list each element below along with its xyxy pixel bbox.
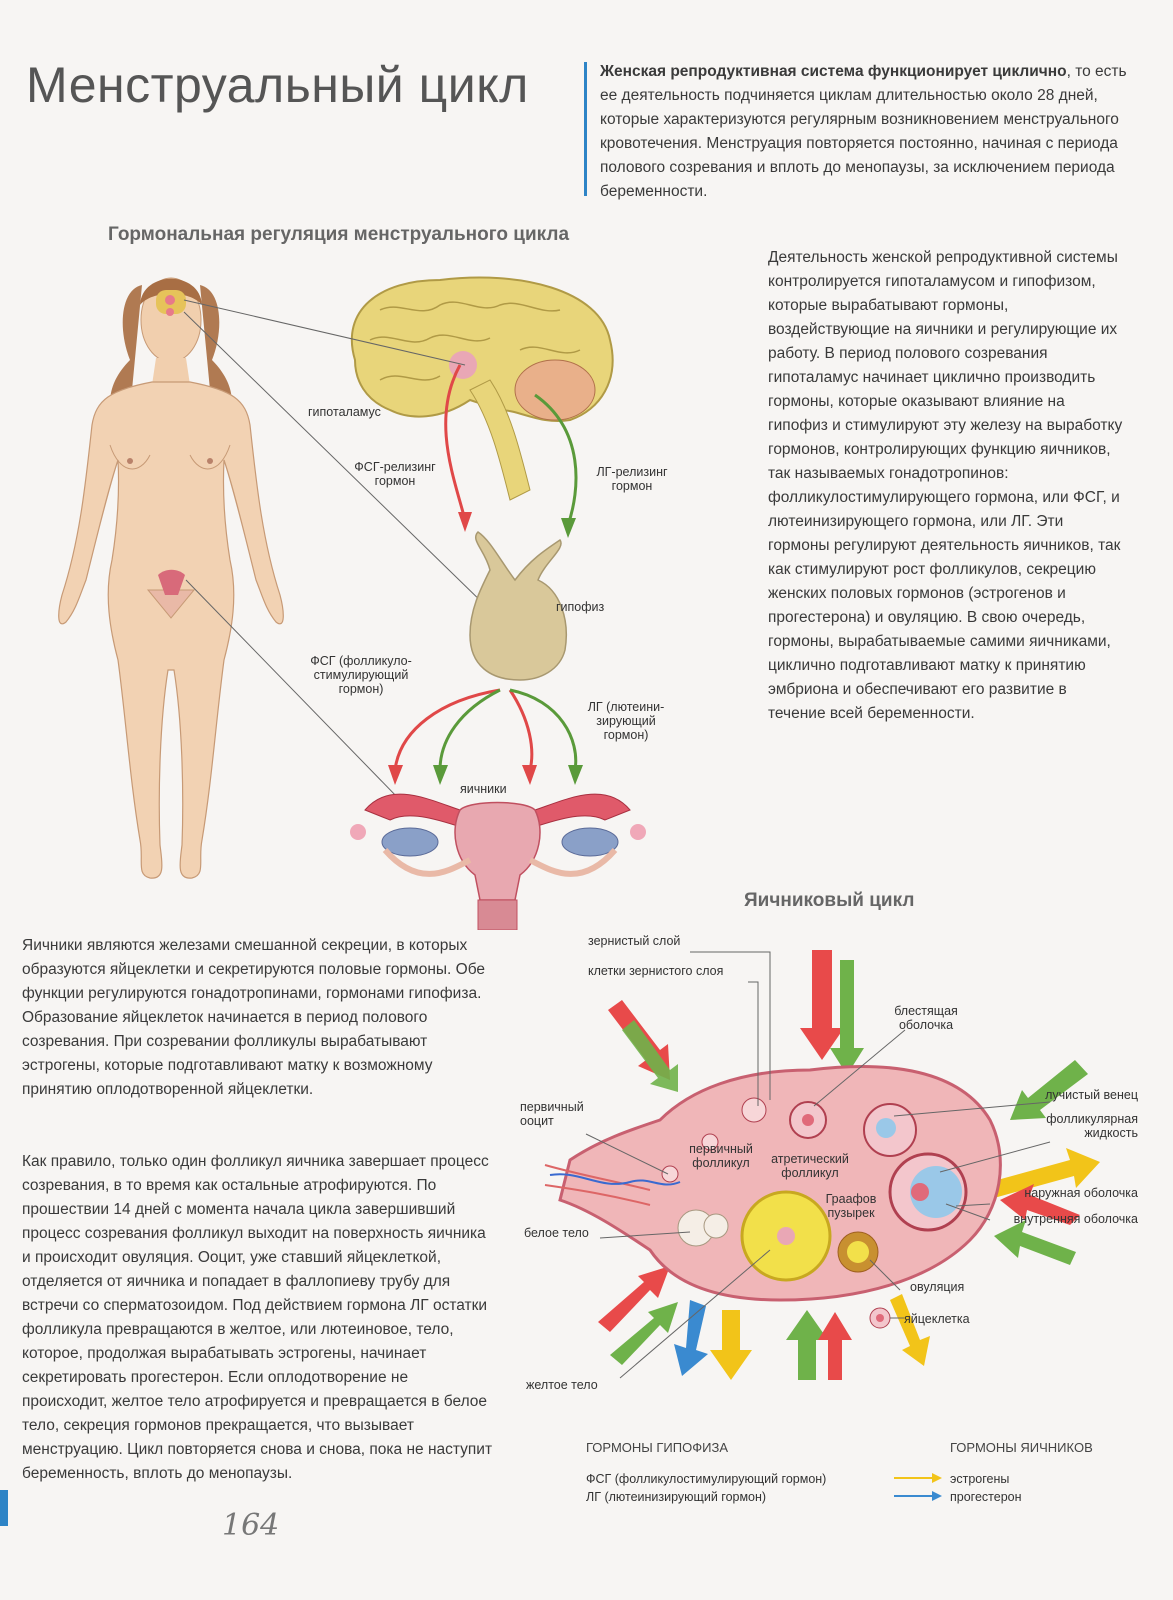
hormonal-illustration — [0, 250, 760, 930]
intro-rest: , то есть ее деятельность подчиняется циклам длительностью около 28 дней, которые характеризуются регулярным возникновением менструального кровотечения. Менструация повторяется постоянно, начиная с периода полового созревания и вплоть до менопаузы, за исключением периода беременности. — [600, 63, 1127, 200]
page-title: Менструальный цикл — [26, 57, 529, 113]
label-lh: ЛГ (лютеини-зирующий гормон) — [587, 700, 665, 742]
label-graafian-follicle: Граафов пузырек — [825, 1192, 877, 1220]
pituitary-illustration — [470, 532, 566, 680]
label-corona-radiata: лучистый венец — [1045, 1088, 1138, 1102]
hormonal-heading: Гормональная регуляция менструального цикла — [108, 224, 570, 245]
ovarian-heading: Яичниковый цикл — [744, 890, 915, 911]
label-pituitary: гипофиз — [556, 600, 605, 614]
label-granulosa-cells: клетки зернистого слоя — [588, 964, 724, 978]
intro-bold: Женская репродуктивная система функционирует циклично — [600, 63, 1067, 80]
label-lh-releasing: ЛГ-релизинг гормон — [596, 465, 668, 493]
legend-lh: ЛГ (лютеинизирующий гормон) — [586, 1490, 767, 1504]
uterus-illustration — [350, 794, 646, 930]
female-body-figure — [59, 278, 284, 878]
page-edge-marker — [0, 1490, 8, 1526]
legend-estrogen: эстрогены — [950, 1472, 1010, 1486]
gonadotropin-arrows — [388, 690, 583, 785]
label-egg: яйцеклетка — [904, 1312, 970, 1326]
label-fsh-releasing: ФСГ-релизинг гормон — [354, 460, 436, 488]
page-number: 164 — [222, 1508, 280, 1543]
label-ovaries: яичники — [460, 782, 507, 796]
label-granulosa-layer: зернистый слой — [588, 934, 681, 948]
label-fsh: ФСГ (фолликуло-стимулирующий гормон) — [310, 654, 412, 696]
ovarian-paragraph-1: Яичники являются железами смешанной секреции, в которых образуются яйцеклетки и секретируются половые гормоны. Обе функции регулируются гонадотропинами, гормонами гипофиза. Образование яйцеклеток начинается в период полового созревания. При созревании фолликулы вырабатывают эстрогены, которые подготавливают матку к возможному принятию оплодотворенной яйцеклетки. — [22, 937, 486, 1098]
brain-illustration — [352, 278, 613, 539]
intro-text — [600, 60, 1140, 204]
legend-fsh: ФСГ (фолликулостимулирующий гормон) — [586, 1472, 827, 1486]
label-follicular-fluid: фолликулярная жидкость — [1046, 1112, 1138, 1140]
label-primary-follicle: первичный фолликул — [689, 1142, 753, 1170]
hormonal-paragraph: Деятельность женской репродуктивной системы контролируется гипоталамусом и гипофизом, которые вырабатывают гормоны, воздействующие на яичники и регулирующие их работу. В период полового созревания гипоталамус начинает циклично производить гормоны, которые оказывают влияние на гипофиз и стимулируют эту железу на выработку гормонов, контролирующих функцию яичников, так называемых гонадотропинов: фолликулостимулирующего гормона, или ФСГ, и лютеинизирующего гормона, или ЛГ. Эти гормоны регулируют деятельность яичников, так как стимулируют рост фолликулов, секрецию женских половых гормонов (эстрогенов и прогестерона) и овуляцию. В свою очередь, гормоны, вырабатываемые самими яичниками, циклично подготавливают матку к принятию эмбриона и обеспечивают его развитие в течение всей беременности. — [768, 249, 1123, 722]
label-zona-pellucida: блестящая оболочка — [894, 1004, 958, 1032]
legend-pituitary-heading: ГОРМОНЫ ГИПОФИЗА — [586, 1440, 728, 1455]
label-primary-oocyte: первичный ооцит — [520, 1100, 584, 1128]
label-theca-interna: внутренняя оболочка — [1013, 1212, 1138, 1226]
legend-ovary-heading: ГОРМОНЫ ЯИЧНИКОВ — [950, 1440, 1093, 1455]
label-corpus-albicans: белое тело — [524, 1226, 589, 1240]
label-hypothalamus: гипоталамус — [308, 405, 381, 419]
legend-progesterone: прогестерон — [950, 1490, 1022, 1504]
ovarian-paragraph-2: Как правило, только один фолликул яичника завершает процесс созревания, в то время как остальные атрофируются. По прошествии 14 дней с момента начала цикла завершивший процесс созревания фолликул выходит на поверхность яичника и происходит овуляция. Ооцит, уже ставший яйцеклеткой, отделяется от яичника и попадает в фаллопиеву трубу для встречи со сперматозоидом. Под действием гормона ЛГ остатки фолликула превращаются в желтое, или лютеиновое, тело, которое, продолжая вырабатывать эстрогены, начинает секретировать прогестерон. Если оплодотворение не происходит, желтое тело атрофируется и превращается в белое тело, секреция гормонов прекращается, что вызывает менструацию. Цикл повторяется снова и снова, пока не наступит беременность, вплоть до менопаузы. — [22, 1153, 493, 1482]
label-corpus-luteum: желтое тело — [526, 1378, 598, 1392]
legend-ovary-arrows — [892, 1470, 952, 1506]
label-theca-externa: наружная оболочка — [1024, 1186, 1138, 1200]
label-ovulation: овуляция — [910, 1280, 965, 1294]
intro-divider — [584, 62, 587, 196]
label-atretic-follicle: атретический фолликул — [771, 1152, 849, 1180]
